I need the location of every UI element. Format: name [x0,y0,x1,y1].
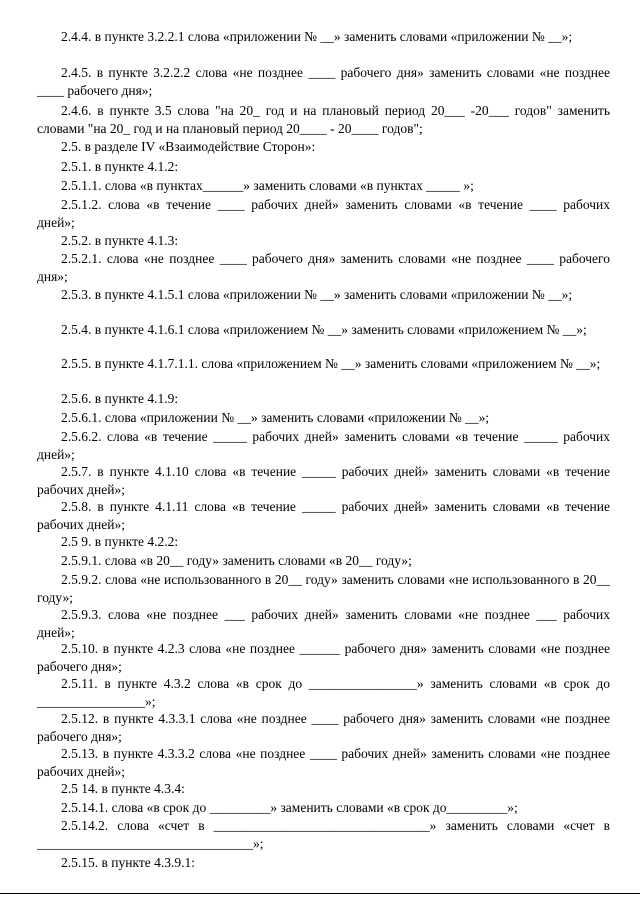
paragraph-2-5-1-2: 2.5.1.2. слова «в течение ____ рабочих дней» заменить словами «в течение ____ рабочих дней»; [37,197,610,230]
paragraph-2-5-1: 2.5.1. в пункте 4.1.2: [61,159,179,174]
paragraph-2-5-9: 2.5 9. в пункте 4.2.2: [61,534,179,549]
paragraph-2-5-4: 2.5.4. в пункте 4.1.6.1 слова «приложением № __» заменить словами «приложением № __»; [61,322,587,337]
paragraph-2-5-7: 2.5.7. в пункте 4.1.10 слова «в течение _____ рабочих дней» заменить словами «в течение рабочих дней»; [37,464,610,497]
paragraph-2-5-6-2: 2.5.6.2. слова «в течение _____ рабочих дней» заменить словами «в течение _____ рабочих дней»; [37,429,610,462]
paragraph-2-5-10: 2.5.10. в пункте 4.2.3 слова «не позднее ______ рабочего дня» заменить словами «не позднее рабочего дня»; [37,641,610,674]
paragraph-2-5: 2.5. в разделе IV «Взаимодействие Сторон»: [61,139,316,154]
paragraph-2-5-13: 2.5.13. в пункте 4.3.3.2 слова «не позднее ____ рабочих дней» заменить словами «не позднее рабочих дней»; [37,746,610,779]
paragraph-2-5-14-2: 2.5.14.2. слова «счет в ________________________________» заменить словами «счет в ________________________________»; [37,818,610,851]
paragraph-2-4-5: 2.4.5. в пункте 3.2.2.2 слова «не позднее ____ рабочего дня» заменить словами «не позднее ____ рабочего дня»; [37,65,610,98]
paragraph-2-5-3: 2.5.3. в пункте 4.1.5.1 слова «приложении № __» заменить словами «приложении № __»; [61,287,573,302]
paragraph-2-5-14: 2.5 14. в пункте 4.3.4: [61,781,185,796]
paragraph-2-5-5: 2.5.5. в пункте 4.1.7.1.1. слова «приложением № __» заменить словами «приложением № __»; [61,356,601,371]
paragraph-2-5-8: 2.5.8. в пункте 4.1.11 слова «в течение _____ рабочих дней» заменить словами «в течение рабочих дней»; [37,499,610,532]
page-bottom-rule [0,893,640,894]
paragraph-2-5-15: 2.5.15. в пункте 4.3.9.1: [61,855,195,870]
paragraph-2-5-2: 2.5.2. в пункте 4.1.3: [61,233,179,248]
paragraph-2-5-6: 2.5.6. в пункте 4.1.9: [61,391,179,406]
paragraph-2-5-11: 2.5.11. в пункте 4.3.2 слова «в срок до ________________» заменить словами «в срок до ________________»; [37,676,610,709]
paragraph-2-4-6: 2.4.6. в пункте 3.5 слова "на 20_ год и на плановый период 20___ -20___ годов" заменить словами "на 20_ год и на плановый период 20____ - 20____ годов"; [37,103,610,136]
paragraph-2-5-2-1: 2.5.2.1. слова «не позднее ____ рабочего дня» заменить словами «не позднее ____ рабочего дня»; [37,251,610,284]
paragraph-2-5-14-1: 2.5.14.1. слова «в срок до _________» заменить словами «в срок до_________»; [61,800,518,815]
paragraph-2-4-4: 2.4.4. в пункте 3.2.2.1 слова «приложении № __» заменить словами «приложении № __»; [61,29,573,44]
paragraph-2-5-9-1: 2.5.9.1. слова «в 20__ году» заменить словами «в 20__ году»; [61,553,412,568]
paragraph-2-5-9-2: 2.5.9.2. слова «не использованного в 20__ году» заменить словами «не использованного в 20__ году»; [37,572,610,605]
paragraph-2-5-6-1: 2.5.6.1. слова «приложении № __» заменить словами «приложении № __»; [61,410,490,425]
paragraph-2-5-12: 2.5.12. в пункте 4.3.3.1 слова «не позднее ____ рабочего дня» заменить словами «не позднее рабочего дня»; [37,711,610,744]
paragraph-2-5-1-1: 2.5.1.1. слова «в пунктах______» заменить словами «в пунктах _____ »; [61,178,474,193]
paragraph-2-5-9-3: 2.5.9.3. слова «не позднее ___ рабочих дней» заменить словами «не позднее ___ рабочих дней»; [37,607,610,640]
